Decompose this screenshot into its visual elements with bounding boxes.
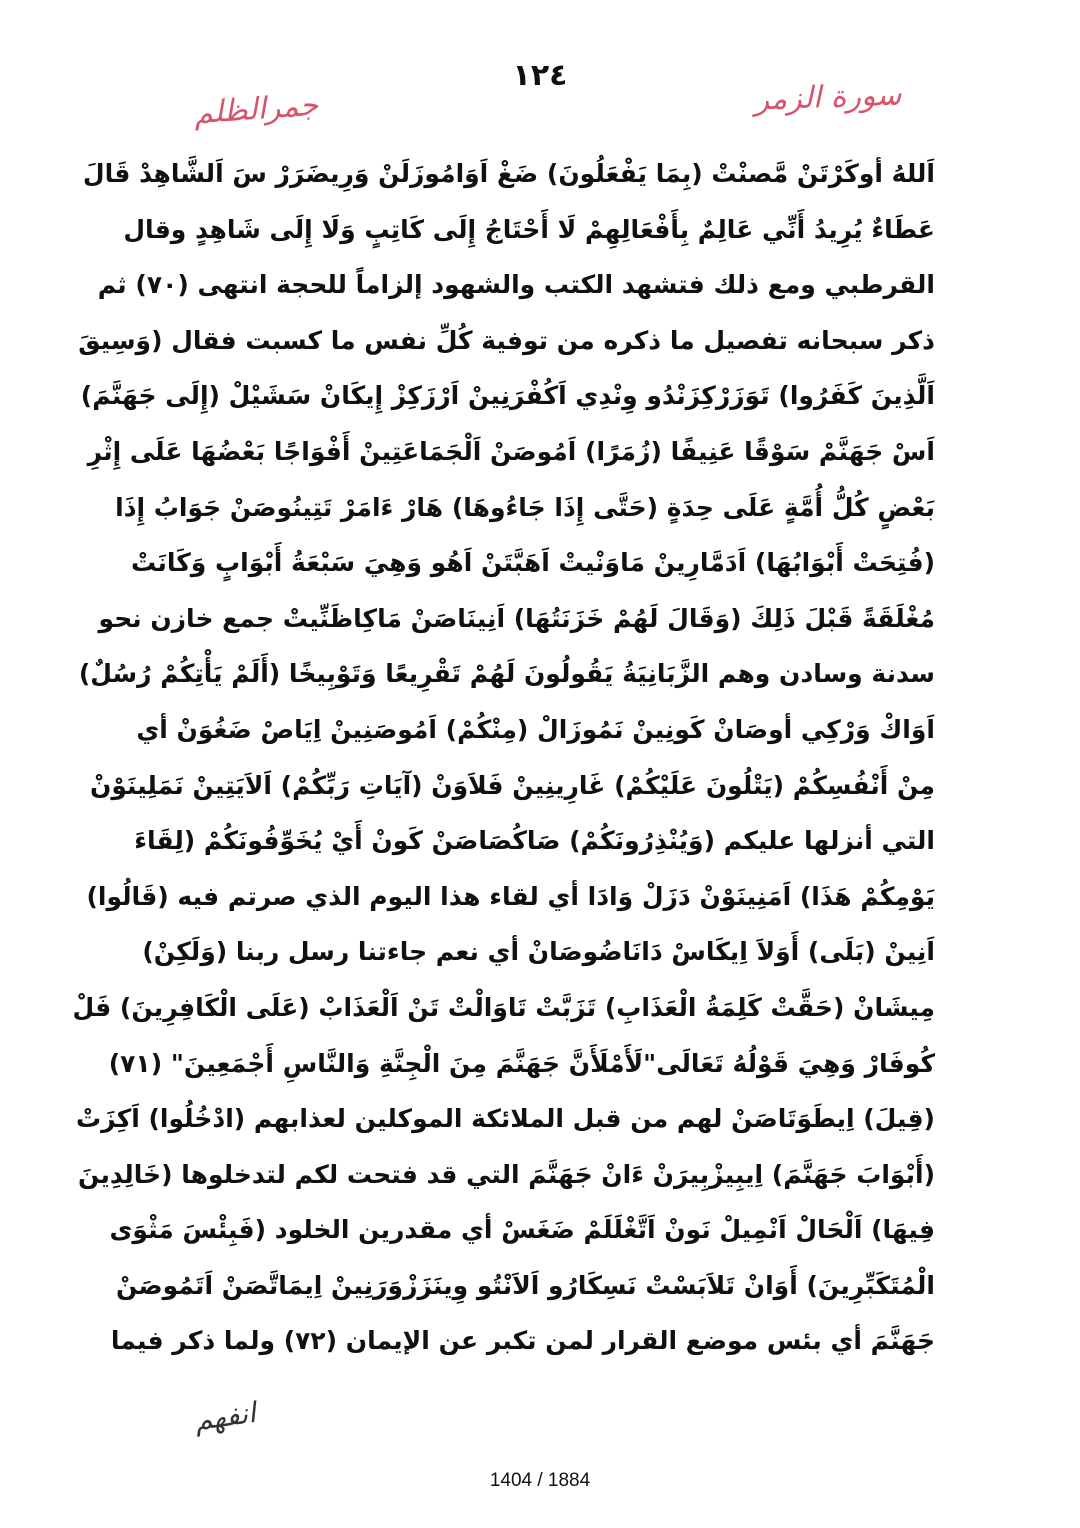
text-line: اَلَّذِينَ كَفَرُوا) تَوَزَرْكِزَنْدُو وِنْدِي اَكُفْرَنِينْ اَرْزَكِزْ إِيكَانْ سَشَيْلْ (إِلَى جَهَنَّمَ) (80, 381, 935, 411)
page-counter: 1404 / 1884 (489, 1470, 591, 1491)
text-line: مُغْلَقَةً قَبْلَ ذَلِكَ (وَقَالَ لَهُمْ خَزَنَتُهَا) اَنِينَاصَنْ مَاكِاظَنِّيتْ جمع خازن نحو (98, 603, 935, 633)
text-line: مِيشَانْ (حَقَّتْ كَلِمَةُ الْعَذَابِ) تَزَبَّتْ تَاوَالْتْ تَنْ اَلْعَذَابْ (عَلَى الْكَافِرِينَ) فَلْ (72, 992, 935, 1022)
text-line: القرطبي ومع ذلك فتشهد الكتب والشهود إلزاماً للحجة انتهى (٧٠) ثم (97, 270, 935, 300)
text-line: سدنة وسادن وهم الزَّبَانِيَةُ يَقُولُونَ لَهُمْ تَقْرِيعًا وَتَوْبِيخًا (أَلَمْ يَأْتِكُمْ رُسُلٌ) (78, 659, 935, 689)
text-line: بَعْضٍ كُلُّ أُمَّةٍ عَلَى حِدَةٍ (حَتَّى إِذَا جَاءُوهَا) هَارْ ءَامَرْ تَتِينُوصَنْ جَوَابُ إِذَا (115, 492, 935, 522)
text-line: كُوفَارْ وَهِيَ قَوْلُهُ تَعَالَى"لَأَمْلَأَنَّ جَهَنَّمَ مِنَ الْجِنَّةِ وَالنَّاسِ أَجْمَعِينَ" (٧١) (108, 1048, 935, 1078)
handwritten-margin-note: جمرالظلم (192, 87, 320, 132)
text-line: اَسْ جَهَنَّمْ سَوْقًا عَنِيفًا (زُمَرًا) اَمُوصَنْ اَلْجَمَاعَتِينْ أَفْوَاجًا بَعْضُهَا عَلَى إِثْرِ (87, 436, 935, 466)
handwritten-surah-note: سورة الزمر (753, 77, 903, 118)
text-line: اَنِينْ (بَلَى) أَوَلاَ اِيكَاسْ دَانَاضُوصَانْ أي نعم جاءتنا رسل ربنا (وَلَكِنْ) (142, 937, 935, 967)
text-line: جَهَنَّمَ أي بئس موضع القرار لمن تكبر عن الإيمان (٧٢) ولما ذكر فيما (110, 1326, 935, 1356)
text-line: (قِيلَ) اِيطَوَتَاصَنْ لهم من قبل الملائكة الموكلين لعذابهم (ادْخُلُوا) اَكِزَتْ (76, 1104, 935, 1134)
text-line: فِيهَا) اَلْحَالْ اَنْمِيلْ نَونْ اَتَّغْلَلَمْ ضَغَسْ أي مقدرين الخلود (فَبِئْسَ مَثْوَى (109, 1215, 935, 1245)
text-line: اَوَاكْ وَرْكِي أوصَانْ كَونِينْ نَمُوزَالْ (مِنْكُمْ) اَمُوصَنِينْ اِيَاصْ ضَغُوَنْ أي (136, 714, 935, 744)
page-number: ١٢٤ (512, 58, 568, 93)
text-line: (فُتِحَتْ أَبْوَابُهَا) اَدَمَّارِينْ مَاوَنْيتْ اَهَبَّتَنْ اَهُو وَهِيَ سَبْعَةُ أَبْوَابٍ وَكَانَتْ (131, 548, 935, 578)
text-line: يَوْمِكُمْ هَذَا) اَمَنِينَوْنْ دَزَلْ وَادَا أي لقاء هذا اليوم الذي صرتم فيه (قَالُوا) (86, 881, 935, 911)
text-line: (أَبْوَابَ جَهَنَّمَ) اِيبِيزْبِيرَنْ ءَانْ جَهَنَّمَ التي قد فتحت لكم لتدخلوها (خَالِدِينَ (77, 1159, 935, 1189)
text-line: التي أنزلها عليكم (وَيُنْذِرُونَكُمْ) صَاكُصَاصَنْ كَونْ أَيْ يُخَوِّفُونَكُمْ (لِقَاءَ (134, 826, 935, 856)
text-line: اَللهُ أوكَرْتَنْ مَّصنْتْ (بِمَا يَفْعَلُونَ) ضَغْ اَوَامُوزَلَنْ وَرِيضَرَرْ سَ اَلشَّاهِدْ قَالَ (82, 159, 935, 188)
text-line: عَطَاءٌ يُرِيدُ أَنِّي عَالِمٌ بِأَفْعَالِهِمْ لَا أَحْتَاجُ إِلَى كَاتِبٍ وَلَا إِلَى شَاهِدٍ وقال (123, 214, 935, 244)
handwritten-signature: انفهم (192, 1395, 258, 1438)
text-line: الْمُتَكَبِّرِينَ) أَوَانْ تَلاَبَسْتْ نَسِكَارُو اَلاَنْتُو وِينَزَزْوَرَنِينْ اِيمَاتَّصَنْ اَتَمُوصَنْ (115, 1270, 935, 1300)
text-line: ذكر سبحانه تفصيل ما ذكره من توفية كُلِّ نفس ما كسبت فقال (وَسِيقَ (78, 325, 935, 355)
commentary-text (72, 146, 935, 1369)
text-line: مِنْ أَنْفُسِكُمْ (يَتْلُونَ عَلَيْكُمْ) غَارِينِينْ فَلاَوَنْ (آيَاتِ رَبِّكُمْ) اَلاَيَتِينْ نَمَلِينَوْنْ (89, 770, 935, 800)
